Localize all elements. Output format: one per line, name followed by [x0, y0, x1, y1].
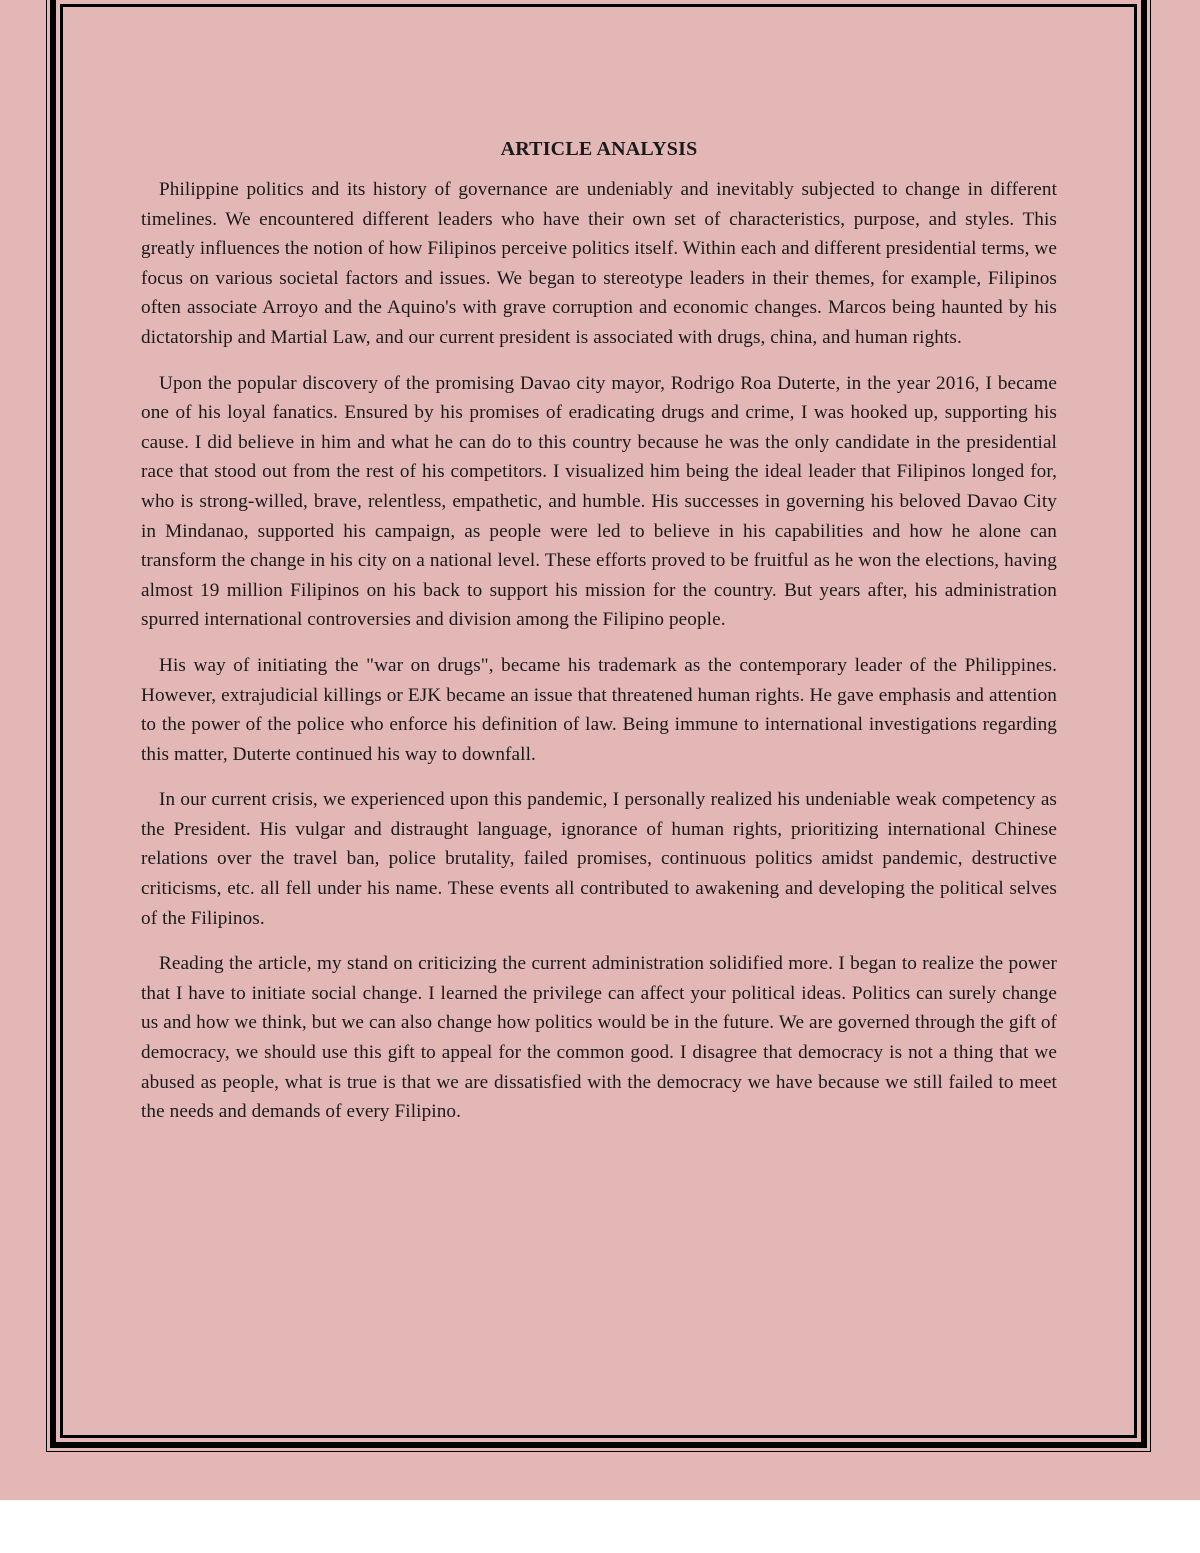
paragraph-2: Upon the popular discovery of the promising Davao city mayor, Rodrigo Roa Duterte, in the year 2016, I became one of his loyal fanatics. Ensured by his promises of eradicating drugs and crime, I was hooked up, supporting his cause. I did believe in him and what he can do to this country because he was the only candidate in the presidential race that stood out from the rest of his competitors. I visualized him being the ideal leader that Filipinos longed for, who is strong-willed, brave, relentless, empathetic, and humble. His successes in governing his beloved Davao City in Mindanao, supported his campaign, as people were led to believe in his capabilities and how he alone can transform the change in his city on a national level. These efforts proved to be fruitful as he won the elections, having almost 19 million Filipinos on his back to support his mission for the country. But years after, his administration spurred international controversies and division among the Filipino people. — [141, 372, 1057, 631]
paragraph-1: Philippine politics and its history of governance are undeniably and inevitably subjected to change in different timelines. We encountered different leaders who have their own set of characteristics, purpose, and styles. This greatly influences the notion of how Filipinos perceive politics itself. Within each and different presidential terms, we focus on various societal factors and issues. We began to stereotype leaders in their themes, for example, Filipinos often associate Arroyo and the Aquino's with grave corruption and economic changes. Marcos being haunted by his dictatorship and Martial Law, and our current president is associated with drugs, china, and human rights. — [141, 179, 1057, 348]
paragraph-3: His way of initiating the "war on drugs", became his trademark as the contemporary leader of the Philippines. However, extrajudicial killings or EJK became an issue that threatened human rights. He gave emphasis and attention to the power of the police who enforce his definition of law. Being immune to international investigations regarding this matter, Duterte continued his way to downfall. — [141, 654, 1057, 765]
paragraph-5: Reading the article, my stand on criticizing the current administration solidified more. I began to realize the power that I have to initiate social change. I learned the privilege can affect your political ideas. Politics can surely change us and how we think, but we can also change how politics would be in the future. We are governed through the gift of democracy, we should use this gift to appeal for the common good. I disagree that democracy is not a thing that we abused as people, what is true is that we are dissatisfied with the democracy we have because we still failed to meet the needs and demands of every Filipino. — [141, 953, 1057, 1123]
document-body — [141, 138, 1057, 1143]
document-title: ARTICLE ANALYSIS — [500, 138, 698, 160]
paragraph-4: In our current crisis, we experienced upon this pandemic, I personally realized his undeniable weak competency as the President. His vulgar and distraught language, ignorance of human rights, prioritizing international Chinese relations over the travel ban, police brutality, failed promises, continuous politics amidst pandemic, destructive criticisms, etc. all fell under his name. These events all contributed to awakening and developing the political selves of the Filipinos. — [141, 789, 1057, 929]
